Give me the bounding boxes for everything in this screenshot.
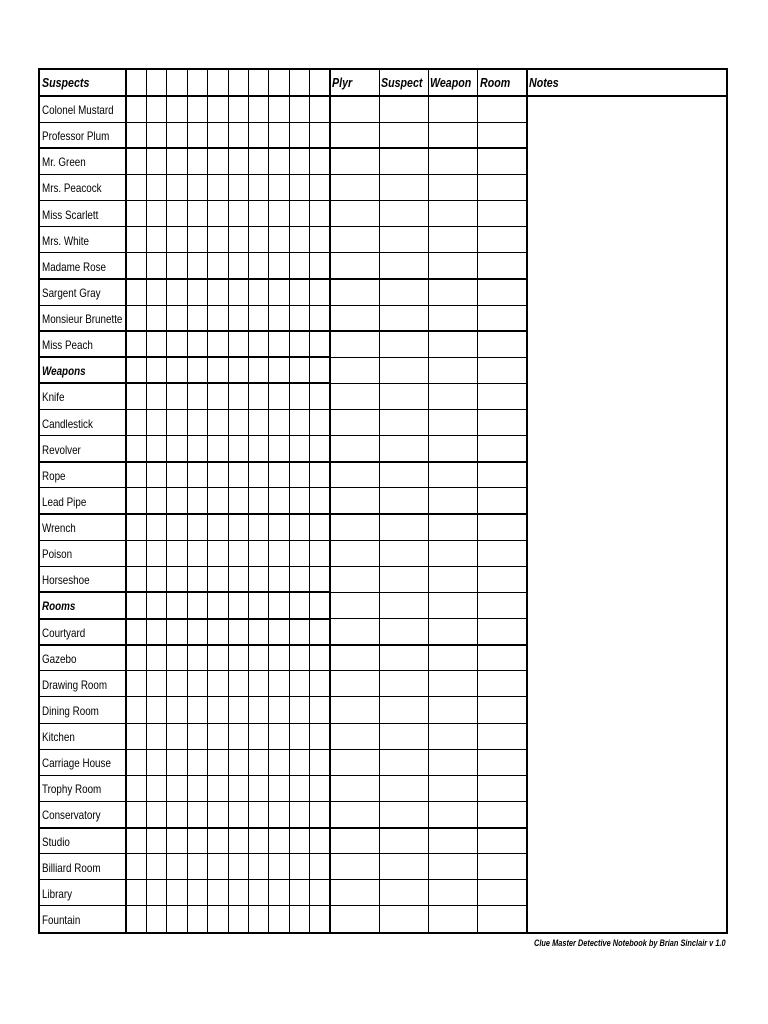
tick-column-line — [248, 70, 249, 932]
notes-header: Notes — [529, 75, 559, 90]
section-header: Rooms — [42, 599, 76, 614]
checklist-item: Studio — [42, 834, 70, 849]
tick-column-line — [289, 70, 290, 932]
tick-column-line — [309, 70, 310, 932]
checklist-item: Rope — [42, 468, 66, 483]
grid-line — [40, 305, 527, 306]
tick-column-line — [146, 70, 147, 932]
grid-line — [40, 409, 527, 410]
tick-column-line — [207, 70, 208, 932]
grid-line — [330, 383, 527, 384]
checklist-item: Gazebo — [42, 651, 77, 666]
section-divider — [40, 356, 330, 358]
grid-line — [330, 357, 527, 358]
name-column-divider — [125, 70, 127, 932]
checklist-item: Carriage House — [42, 756, 111, 771]
grid-line — [40, 122, 527, 123]
grid-line — [40, 723, 527, 724]
checklist-item: Revolver — [42, 442, 81, 457]
section-header: Weapons — [42, 364, 86, 379]
checklist-item: Lead Pipe — [42, 494, 87, 509]
checklist-item: Courtyard — [42, 625, 86, 640]
tick-area-divider — [329, 70, 331, 932]
tick-column-line — [187, 70, 188, 932]
checklist-item: Wrench — [42, 521, 76, 536]
room-column-header: Room — [480, 75, 511, 90]
grid-line — [40, 696, 527, 697]
suspect-column-header: Suspect — [381, 75, 423, 90]
group-divider — [40, 513, 527, 515]
grid-line — [40, 879, 527, 880]
checklist-item: Colonel Mustard — [42, 103, 114, 118]
grid-line — [40, 670, 527, 671]
weapon-column-line — [477, 70, 478, 932]
grid-line — [330, 592, 527, 593]
grid-line — [40, 200, 527, 201]
checklist-item: Sargent Gray — [42, 285, 101, 300]
plyr-column-line — [379, 70, 380, 932]
section-divider — [40, 618, 330, 620]
checklist-item: Dining Room — [42, 703, 99, 718]
checklist-item: Professor Plum — [42, 129, 110, 144]
checklist-item: Mrs. White — [42, 233, 90, 248]
checklist-item: Conservatory — [42, 808, 101, 823]
grid-line — [40, 853, 527, 854]
suspects-header: Suspects — [42, 75, 90, 90]
section-divider — [40, 591, 330, 593]
checklist-item: Drawing Room — [42, 677, 108, 692]
grid-line — [40, 749, 527, 750]
checklist-item: Horseshoe — [42, 573, 90, 588]
checklist-item: Billiard Room — [42, 860, 101, 875]
group-divider — [40, 644, 527, 646]
grid-line — [40, 801, 527, 802]
grid-line — [40, 226, 527, 227]
tick-column-line — [268, 70, 269, 932]
group-divider — [40, 461, 527, 463]
checklist-item: Trophy Room — [42, 782, 102, 797]
checklist-item: Candlestick — [42, 416, 93, 431]
checklist-item: Poison — [42, 547, 73, 562]
checklist-item: Knife — [42, 390, 65, 405]
group-divider — [40, 330, 527, 332]
suspect-column-line — [428, 70, 429, 932]
checklist-item: Miss Scarlett — [42, 207, 99, 222]
grid-line — [40, 775, 527, 776]
credit-line: Clue Master Detective Notebook by Brian Sinclair v 1.0 — [534, 938, 726, 948]
grid-line — [40, 487, 527, 488]
checklist-item: Monsieur Brunette — [42, 312, 123, 327]
grid-line — [330, 618, 527, 619]
grid-line — [40, 174, 527, 175]
section-divider — [40, 382, 330, 384]
grid-line — [40, 905, 527, 906]
grid-line — [40, 252, 527, 253]
checklist-item: Mrs. Peacock — [42, 181, 102, 196]
checklist-item: Kitchen — [42, 730, 75, 745]
detective-notebook-grid — [38, 68, 728, 934]
checklist-item: Library — [42, 886, 73, 901]
tick-column-line — [228, 70, 229, 932]
tick-column-line — [166, 70, 167, 932]
notes-column-divider — [526, 70, 528, 932]
weapon-column-header: Weapon — [430, 75, 472, 90]
checklist-item: Madame Rose — [42, 259, 106, 274]
grid-line — [40, 566, 527, 567]
plyr-header: Plyr — [332, 75, 353, 90]
group-divider — [40, 278, 527, 280]
checklist-item: Mr. Green — [42, 155, 86, 170]
group-divider — [40, 827, 527, 829]
group-divider — [40, 147, 527, 149]
grid-line — [40, 540, 527, 541]
checklist-item: Fountain — [42, 912, 81, 927]
grid-line — [40, 435, 527, 436]
checklist-item: Miss Peach — [42, 338, 93, 353]
header-divider — [40, 95, 726, 97]
